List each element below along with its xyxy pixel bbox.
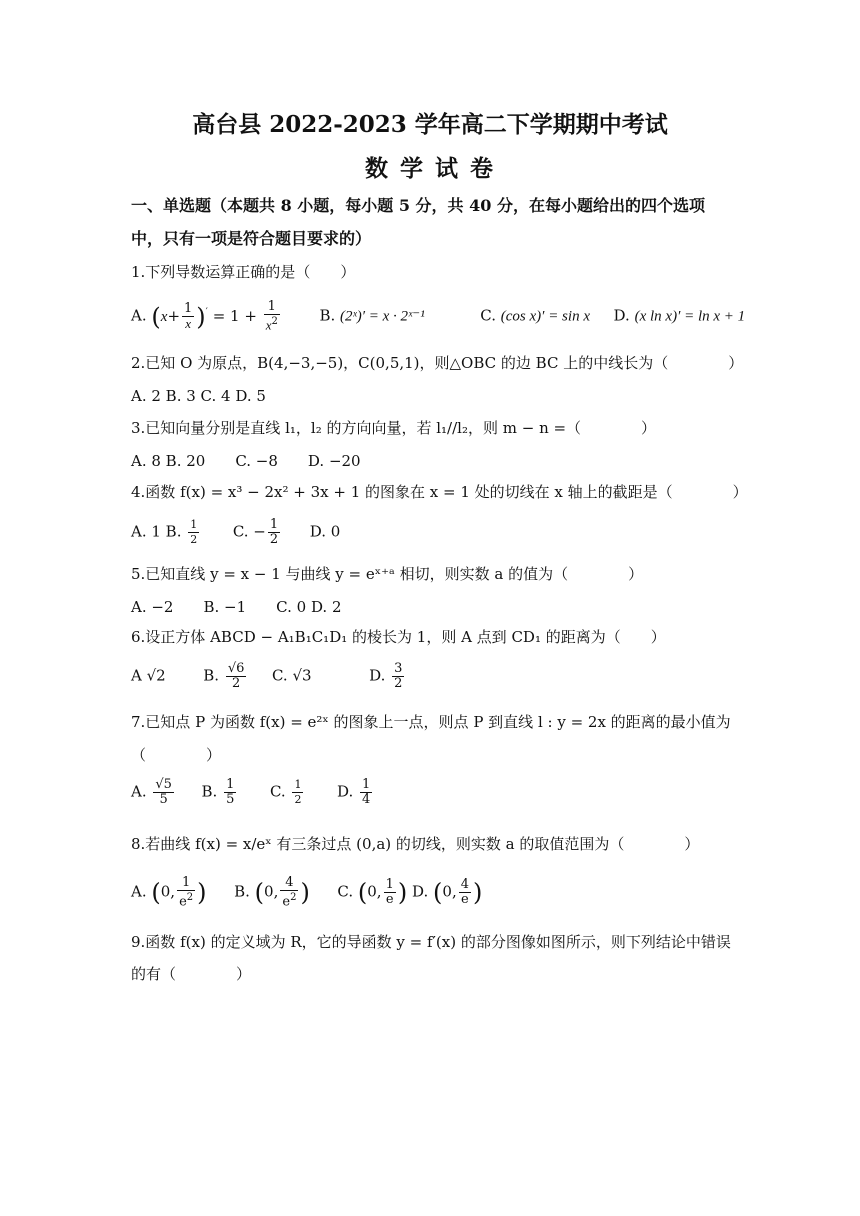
q7-option-c: C. <box>269 782 286 801</box>
q1-option-a-label: A. <box>131 306 147 325</box>
q6-option-c: C. √3 <box>271 666 312 685</box>
q1-option-d-label: D. <box>613 306 630 325</box>
q1-option-c-label: C. <box>480 306 496 325</box>
q7-options: A. $\frac{√5}{5}$ B. $\frac{1}{5}$ C. $\frac{1}{2}$ D. $\frac{1}{4}$ <box>131 777 371 807</box>
q8-options: A. (0, $\frac{1}{e^2}$ ) B. (0, $\frac{4}{e^2}$ ) C. (0, $\frac{1}{e}$ ) D. (0, $\frac{4}{e}$ ) <box>131 875 483 910</box>
q7-stem: 7.已知点 P 为函数 f(x) = e²ˣ 的图象上一点，则点 P 到直线 l : y = 2x 的距离的最小值为 <box>131 713 731 731</box>
section-heading-line-1: 一、单选题（本题共 8 小题，每小题 5 分，共 40 分，在每小题给出的四个选项 <box>131 196 705 215</box>
q4-stem: 4.函数 f(x) = x³ − 2x² + 3x + 1 的图象在 x = 1 处的切线在 x 轴上的截距是（ ） <box>131 483 748 501</box>
q2-options: A. 2 B. 3 C. 4 D. 5 <box>131 387 266 405</box>
q9-stem-2: 的有（ ） <box>131 965 252 983</box>
q1-options <box>131 300 745 336</box>
section-heading-line-2: 中，只有一项是符合题目要求的） <box>131 229 372 248</box>
exam-title: 高台县 2022-2023 学年高二下学期期中考试 <box>192 111 668 138</box>
q9-stem: 9.函数 f(x) 的定义域为 R，它的导函数 y = f′(x) 的部分图像如图所示，则下列结论中错误 <box>131 933 731 951</box>
q6-option-b: B. <box>203 666 220 685</box>
q8-option-d: D. <box>412 882 429 901</box>
q1-option-c-expr: (cos x)′ = sin x <box>500 308 590 325</box>
q8-option-b: B. <box>234 882 250 901</box>
q6-option-a: A √2 <box>131 666 166 685</box>
q1-option-b-label: B. <box>319 306 336 325</box>
q3-options: A. 8 B. 20 C. −8 D. −20 <box>131 452 361 470</box>
q2-stem: 2.已知 O 为原点，B(4,−3,−5)，C(0,5,1)，则△OBC 的边 BC 上的中线长为（ ） <box>131 354 744 372</box>
exam-subtitle: 数 学 试 卷 <box>364 155 496 182</box>
q7-stem-2: （ ） <box>131 746 222 764</box>
q4-option-a-b: A. 1 B. <box>131 522 182 541</box>
q8-stem: 8.若曲线 f(x) = x/eˣ 有三条过点 (0,a) 的切线，则实数 a 的取值范围为（ ） <box>131 835 700 853</box>
q8-option-c: C. <box>337 882 354 901</box>
q7-option-d: D. <box>337 782 354 801</box>
q4-option-c: C. − <box>232 522 266 541</box>
q6-options: A √2 B. $\frac{√6}{2}$ C. √3 D. $\frac{3}{2}$ <box>131 661 403 691</box>
q6-option-d: D. <box>369 666 386 685</box>
q5-options: A. −2 B. −1 C. 0 D. 2 <box>131 598 342 616</box>
q7-option-a: A. <box>131 782 147 801</box>
q1-option-b-expr: (2ˣ)′ = x · 2ˣ⁻¹ <box>340 308 425 325</box>
q1-option-a-expr: (x+ $\frac{1}{x}$ )′ = 1 + $\frac{1}{x^2}$ <box>151 299 278 333</box>
q4-options: A. 1 B. $\frac{1}{2}$ C. − $\frac{1}{2}$ D. 0 <box>131 517 341 547</box>
q6-stem: 6.设正方体 ABCD − A₁B₁C₁D₁ 的棱长为 1，则 A 点到 CD₁ 的距离为（ ） <box>131 628 666 646</box>
q4-option-d: D. 0 <box>309 522 341 541</box>
q3-stem: 3.已知向量分别是直线 l₁，l₂ 的方向向量，若 l₁//l₂，则 m − n =（ ） <box>131 419 657 437</box>
q7-option-b: B. <box>201 782 218 801</box>
q5-stem: 5.已知直线 y = x − 1 与曲线 y = eˣ⁺ᵃ 相切，则实数 a 的值为（ ） <box>131 565 644 583</box>
q8-option-a: A. <box>131 882 147 901</box>
q1-stem: 1.下列导数运算正确的是（ ） <box>131 263 356 281</box>
q1-option-d-expr: (x ln x)′ = ln x + 1 <box>634 308 746 325</box>
